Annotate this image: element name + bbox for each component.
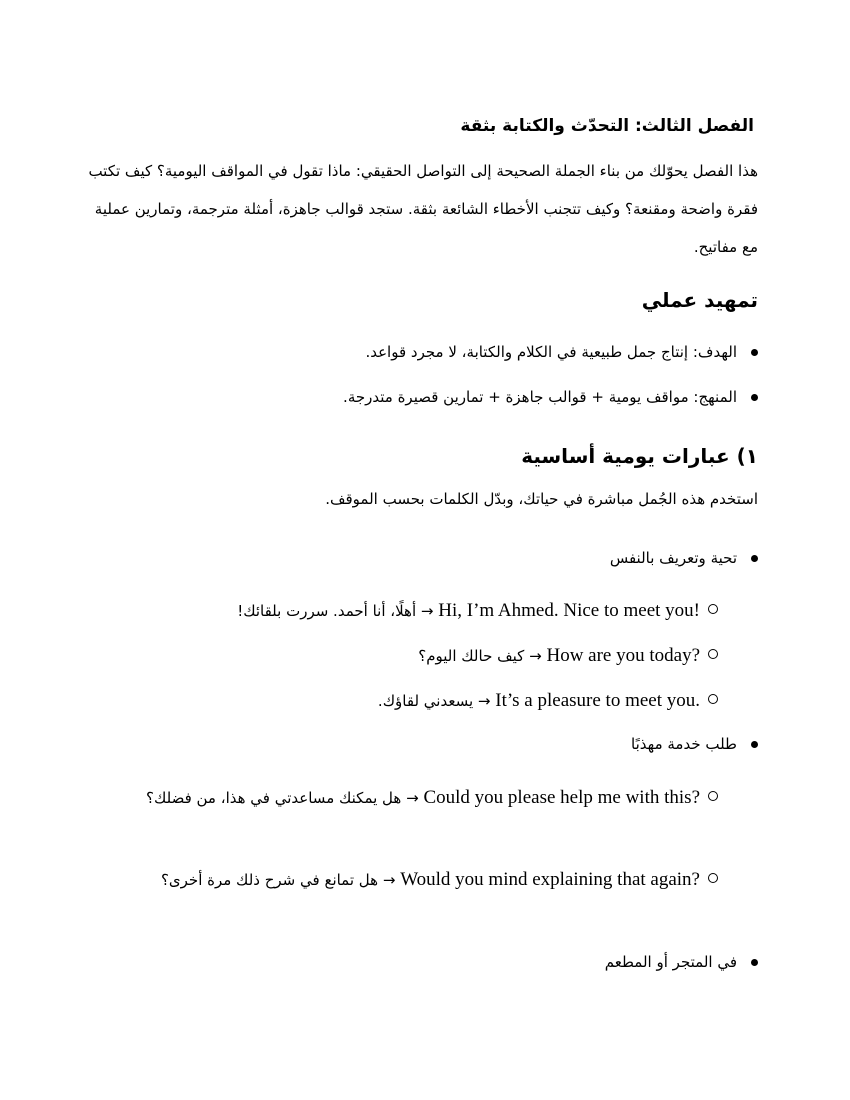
example-text	[118, 784, 700, 812]
english-phrase: Hi, I’m Ahmed. Nice to meet you!	[438, 600, 700, 621]
example-text	[118, 866, 700, 894]
example-item	[118, 597, 700, 625]
chapter-title: الفصل الثالث: التحدّث والكتابة بثقة	[460, 116, 754, 136]
circle-bullet-icon	[708, 604, 718, 614]
arabic-translation: يسعدني لقاؤك.	[377, 692, 474, 710]
section-1-instruction: استخدم هذه الجُمل مباشرة في حياتك، وبدّل الكلمات بحسب الموقف.	[325, 490, 758, 508]
bullet-icon	[751, 349, 758, 356]
circle-bullet-icon	[708, 873, 718, 883]
bullet-icon	[751, 394, 758, 401]
arabic-translation: هل تمانع في شرح ذلك مرة أخرى؟	[160, 871, 379, 889]
arabic-translation: أهلًا، أنا أحمد. سررت بلقائك!	[237, 602, 417, 620]
english-phrase: Could you please help me with this?	[423, 787, 700, 808]
chapter-intro-paragraph: هذا الفصل يحوّلك من بناء الجملة الصحيحة إلى التواصل الحقيقي: ماذا تقول في المواقف اليومية؟ كيف تكتب فقرة واضحة ومقنعة؟ وكيف تتجنب الأخطاء الشائعة بثقة. ستجد قوالب جاهزة، أمثلة مترجمة، وتمارين عملية مع مفاتيح.	[88, 162, 758, 256]
circle-bullet-icon	[708, 791, 718, 801]
circle-bullet-icon	[708, 649, 718, 659]
practical-intro-heading: تمهيد عملي	[641, 288, 758, 312]
arrow-icon: →	[529, 647, 542, 665]
example-text	[118, 642, 700, 670]
request-group-label: طلب خدمة مهذبًا	[631, 735, 737, 753]
goal-text: الهدف: إنتاج جمل طبيعية في الكلام والكتابة، لا مجرد قواعد.	[365, 343, 737, 361]
request-group-bullet	[631, 735, 758, 753]
arrow-icon: →	[477, 692, 491, 710]
goal-bullet	[365, 343, 758, 361]
english-phrase: How are you today?	[546, 645, 700, 666]
bullet-icon	[751, 741, 758, 748]
greeting-group-label: تحية وتعريف بالنفس	[609, 549, 737, 567]
example-item	[118, 784, 700, 812]
english-phrase: It’s a pleasure to meet you.	[495, 690, 700, 711]
circle-bullet-icon	[708, 694, 718, 704]
example-item	[118, 687, 700, 715]
bullet-icon	[751, 555, 758, 562]
arabic-translation: كيف حالك اليوم؟	[418, 647, 525, 665]
example-item	[118, 866, 700, 894]
example-item	[118, 642, 700, 670]
example-text	[118, 597, 700, 625]
example-text	[118, 687, 700, 715]
arabic-translation: هل يمكنك مساعدتي في هذا، من فضلك؟	[146, 789, 402, 807]
english-phrase: Would you mind explaining that again?	[400, 869, 700, 890]
arrow-icon: →	[420, 602, 434, 620]
method-bullet	[343, 388, 758, 406]
arrow-icon: →	[406, 789, 419, 807]
method-text: المنهج: مواقف يومية + قوالب جاهزة + تمارين قصيرة متدرجة.	[343, 388, 737, 406]
arrow-icon: →	[382, 871, 396, 889]
store-group-bullet	[605, 953, 758, 971]
store-group-label: في المتجر أو المطعم	[604, 953, 737, 971]
bullet-icon	[751, 959, 758, 966]
section-1-heading: ١) عبارات يومية أساسية	[521, 444, 758, 468]
greeting-group-bullet	[610, 549, 758, 567]
